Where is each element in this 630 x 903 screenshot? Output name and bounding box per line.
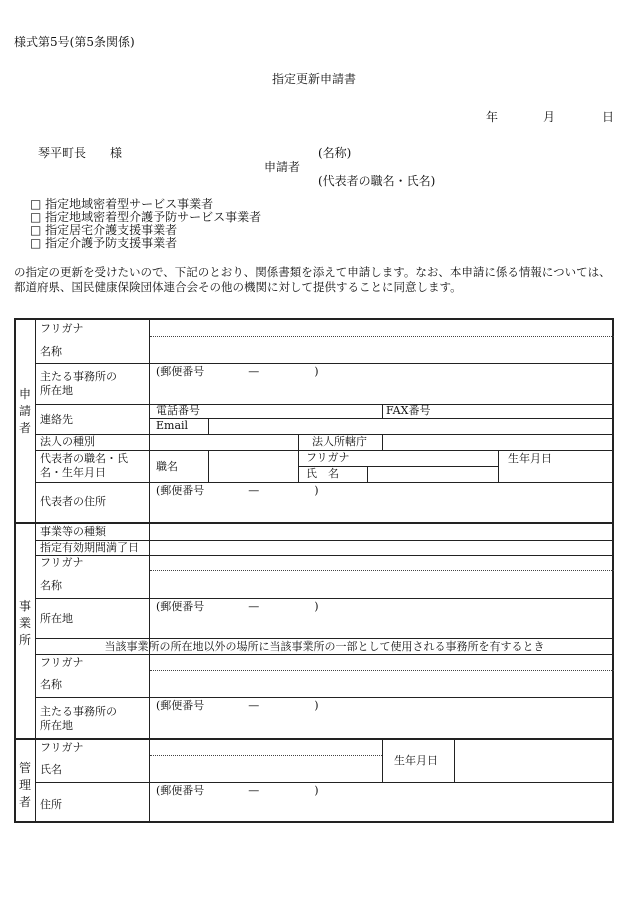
page-title: 指定更新申請書 xyxy=(272,72,357,86)
rep-job-title-label: 職名 xyxy=(156,460,178,473)
checklist-item[interactable]: □ 指定居宅介護支援事業者 xyxy=(30,223,178,237)
rep-birthdate-label: 生年月日 xyxy=(508,452,552,465)
office-postal[interactable]: (郵便番号 — ) xyxy=(156,600,319,613)
statement-line: の指定の更新を受けたいので、下記のとおり、関係書類を添えて申請します。なお、本申請に係る情報については、 xyxy=(14,265,611,279)
section-manager-label: 管 理 者 xyxy=(18,761,31,809)
form-number: 様式第5号(第5条関係) xyxy=(14,35,135,49)
office2-addr-label: 主たる事務所の 所在地 xyxy=(40,705,117,732)
manager-address-label: 住所 xyxy=(40,798,62,811)
applicant-name-label: 名称 xyxy=(40,345,62,358)
applicant-name-label: (名称) xyxy=(318,146,352,160)
section-applicant-label: 申 請 者 xyxy=(18,387,31,435)
statement-line: 都道府県、国民健康保険団体連合会その他の機関に対して提供することに同意します。 xyxy=(14,280,462,294)
rep-address-label: 代表者の住所 xyxy=(40,495,106,508)
business-type-label: 事業等の種類 xyxy=(40,525,106,538)
statement xyxy=(14,265,611,295)
applicant-postal[interactable]: (郵便番号 — ) xyxy=(156,365,319,378)
applicant-fax-label[interactable]: FAX番号 xyxy=(386,404,431,417)
office-name-label: 名称 xyxy=(40,579,62,592)
rep-postal[interactable]: (郵便番号 — ) xyxy=(156,484,319,497)
applicant-phone-label[interactable]: 電話番号 xyxy=(156,404,200,417)
office2-postal[interactable]: (郵便番号 — ) xyxy=(156,699,319,712)
date-day: 日 xyxy=(602,110,615,124)
date-year: 年 xyxy=(486,110,499,124)
office2-name-label: 名称 xyxy=(40,678,62,691)
manager-birthdate-label: 生年月日 xyxy=(394,754,438,767)
office-note: 当該事業所の所在地以外の場所に当該事業所の一部として使用される事務所を有するとき xyxy=(104,640,545,653)
checklist-item[interactable]: □ 指定地域密着型サービス事業者 xyxy=(30,197,214,211)
section-office-label: 事 業 所 xyxy=(18,599,31,647)
addressee-honorific: 様 xyxy=(110,146,123,160)
checklist xyxy=(30,198,261,250)
manager-furigana-label: フリガナ xyxy=(40,741,84,754)
addressee: 琴平町長 xyxy=(38,146,87,160)
office-furigana-label: フリガナ xyxy=(40,556,84,569)
applicant-label: 申請者 xyxy=(264,160,301,174)
checklist-item[interactable]: □ 指定地域密着型介護予防サービス事業者 xyxy=(30,210,262,224)
office2-furigana-label: フリガナ xyxy=(40,656,84,669)
applicant-contact-label: 連絡先 xyxy=(40,413,73,426)
representative-label: (代表者の職名・氏名) xyxy=(318,174,436,188)
applicant-email-label[interactable]: Email xyxy=(156,419,189,432)
applicant-furigana-label: フリガナ xyxy=(40,322,84,335)
checklist-item[interactable]: □ 指定介護予防支援事業者 xyxy=(30,236,178,250)
corp-authority-label: 法人所轄庁 xyxy=(312,435,367,448)
manager-name-label: 氏名 xyxy=(40,763,62,776)
rep-name-label: 氏 名 xyxy=(306,467,339,480)
rep-title-label: 代表者の職名・氏 名・生年月日 xyxy=(40,452,128,479)
applicant-office-addr-label: 主たる事務所の 所在地 xyxy=(40,370,117,397)
corp-type-label: 法人の種別 xyxy=(40,435,95,448)
manager-postal[interactable]: (郵便番号 — ) xyxy=(156,784,319,797)
date-month: 月 xyxy=(543,110,556,124)
rep-furigana-label: フリガナ xyxy=(306,451,350,464)
expiry-label: 指定有効期間満了日 xyxy=(40,541,139,554)
office-location-label: 所在地 xyxy=(40,612,73,625)
application-form xyxy=(14,318,614,823)
